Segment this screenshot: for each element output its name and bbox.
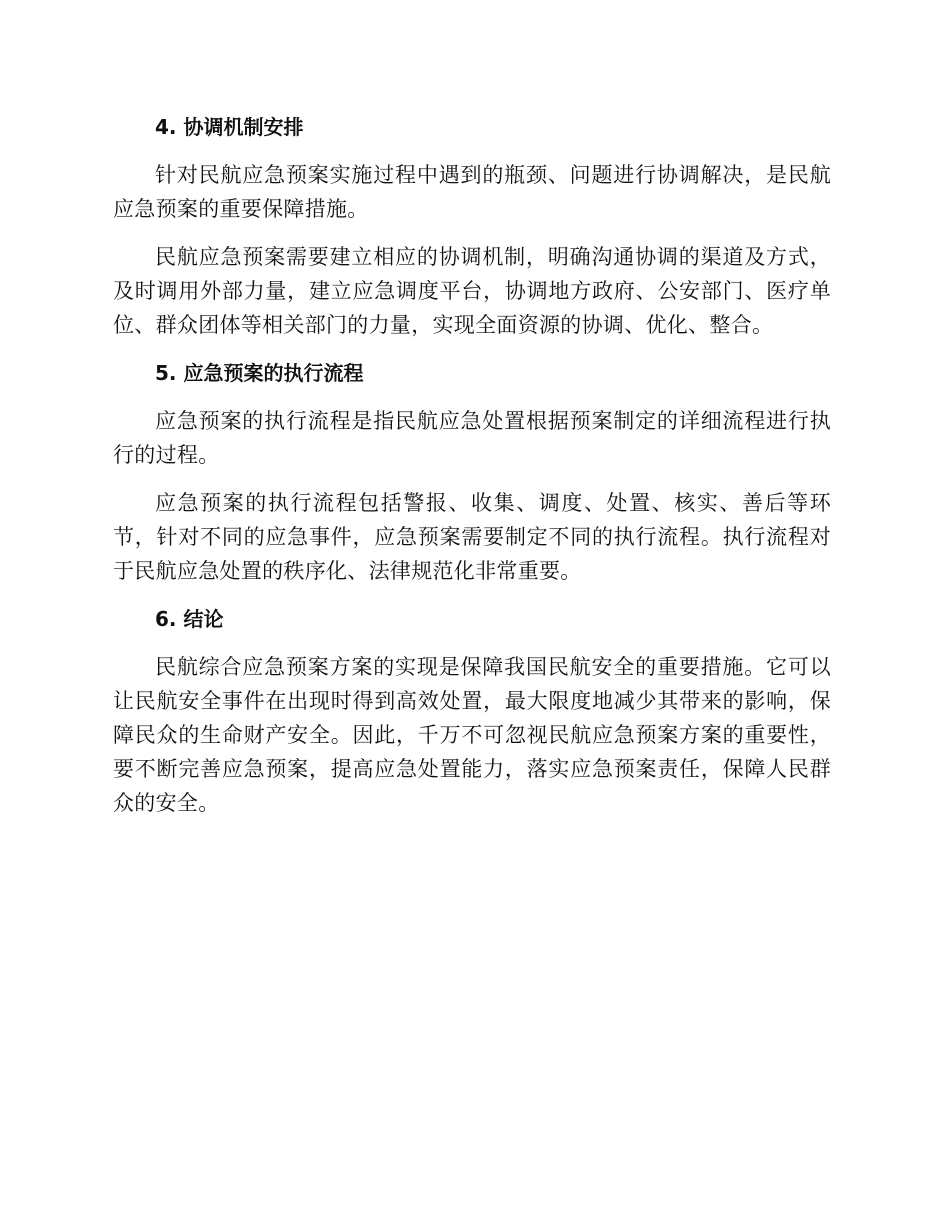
section-conclusion [113,602,831,820]
section-heading: 6. 结论 [155,607,224,631]
section-heading: 5. 应急预案的执行流程 [155,361,364,385]
document-body [113,110,831,834]
paragraph: 针对民航应急预案实施过程中遇到的瓶颈、问题进行协调解决，是民航应急预案的重要保障措施。 [113,163,831,221]
paragraph: 应急预案的执行流程包括警报、收集、调度、处置、核实、善后等环节，针对不同的应急事件，应急预案需要制定不同的执行流程。执行流程对于民航应急处置的秩序化、法律规范化非常重要。 [113,491,831,583]
paragraph: 民航应急预案需要建立相应的协调机制，明确沟通协调的渠道及方式，及时调用外部力量，建立应急调度平台，协调地方政府、公安部门、医疗单位、群众团体等相关部门的力量，实现全面资源的协调、优化、整合。 [113,245,831,337]
section-heading: 4. 协调机制安排 [155,115,304,139]
section-coordination-mechanism [113,110,831,342]
paragraph: 民航综合应急预案方案的实现是保障我国民航安全的重要措施。它可以让民航安全事件在出现时得到高效处置，最大限度地减少其带来的影响，保障民众的生命财产安全。因此，千万不可忽视民航应急预案方案的重要性，要不断完善应急预案，提高应急处置能力，落实应急预案责任，保障人民群众的安全。 [113,655,831,815]
section-execution-process [113,356,831,588]
paragraph: 应急预案的执行流程是指民航应急处置根据预案制定的详细流程进行执行的过程。 [113,409,831,467]
